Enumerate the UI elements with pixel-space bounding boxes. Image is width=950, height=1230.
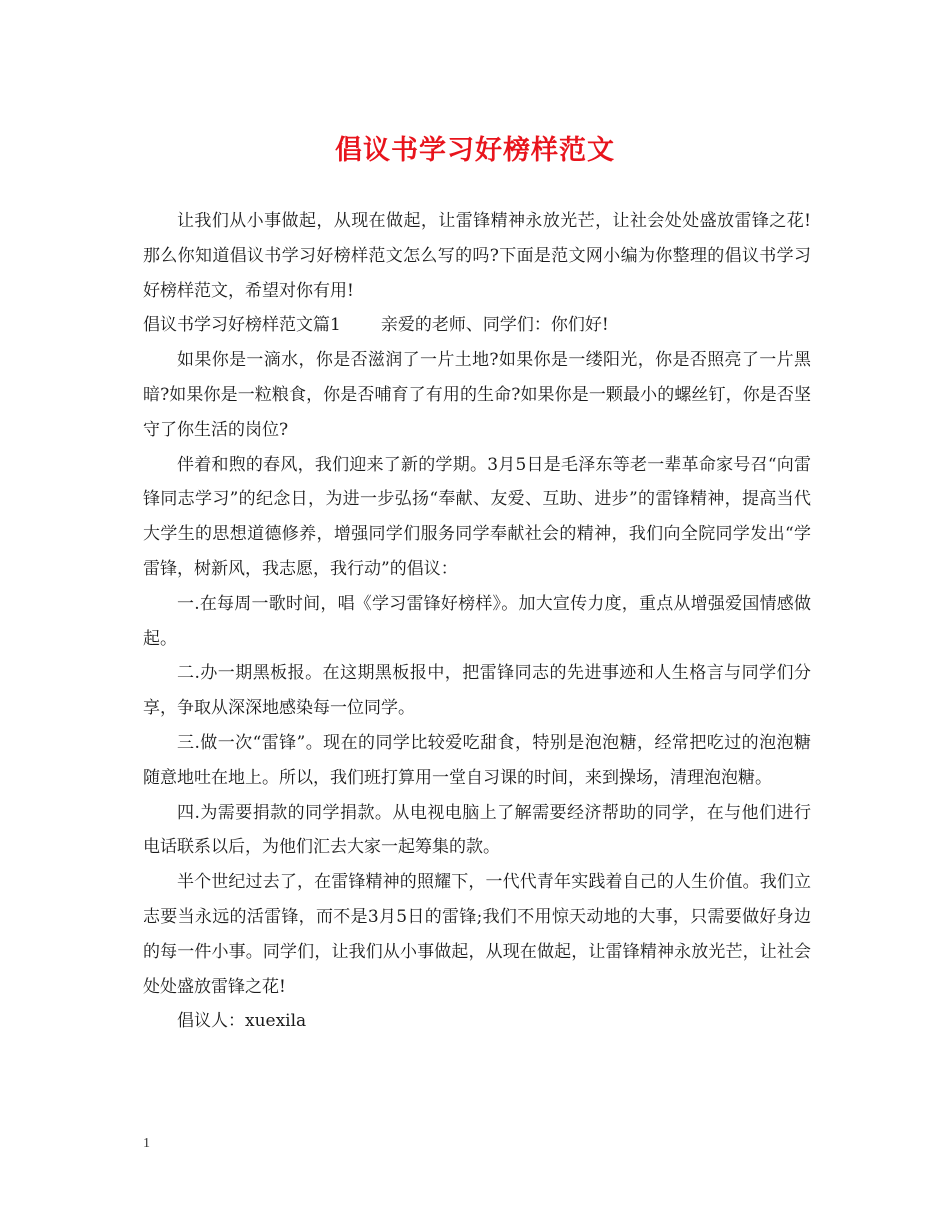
proposal-item-2: 二.办一期黑板报。在这期黑板报中，把雷锋同志的先进事迹和人生格言与同学们分享，争取从深深地感染每一位同学。: [143, 663, 811, 719]
section-heading: 倡议书学习好榜样范文篇1: [143, 315, 341, 336]
proposal-item-4: 四.为需要捐款的同学捐款。从电视电脑上了解需要经济帮助的同学，在与他们进行电话联系以后，为他们汇去大家一起筹集的款。: [143, 802, 811, 858]
body-paragraph-1: 如果你是一滴水，你是否滋润了一片土地?如果你是一缕阳光，你是否照亮了一片黑暗?如果你是一粒粮食，你是否哺育了有用的生命?如果你是一颗最小的螺丝钉，你是否坚守了你生活的岗位?: [143, 350, 811, 440]
signature: 倡议人：xuexila: [177, 1011, 307, 1032]
closing-paragraph: 半个世纪过去了，在雷锋精神的照耀下，一代代青年实践着自己的人生价值。我们立志要当永远的活雷锋，而不是3月5日的雷锋;我们不用惊天动地的大事，只需要做好身边的每一件小事。同学们，让我们从小事做起，从现在做起，让雷锋精神永放光芒，让社会处处盛放雷锋之花!: [143, 872, 811, 997]
proposal-item-3: 三.做一次“雷锋”。现在的同学比较爱吃甜食，特别是泡泡糖，经常把吃过的泡泡糖随意地吐在地上。所以，我们班打算用一堂自习课的时间，来到操场，清理泡泡糖。: [143, 732, 811, 788]
body-paragraph-2: 伴着和煦的春风，我们迎来了新的学期。3月5日是毛泽东等老一辈革命家号召“向雷锋同志学习”的纪念日，为进一步弘扬“奉献、友爱、互助、进步”的雷锋精神，提高当代大学生的思想道德修养，增强同学们服务同学奉献社会的精神，我们向全院同学发出“学雷锋，树新风，我志愿，我行动”的倡议：: [143, 454, 811, 579]
proposal-item-1: 一.在每周一歌时间，唱《学习雷锋好榜样》。加大宣传力度，重点从增强爱国情感做起。: [143, 593, 811, 649]
document-title: 倡议书学习好榜样范文: [335, 135, 615, 166]
intro-paragraph: 让我们从小事做起，从现在做起，让雷锋精神永放光芒，让社会处处盛放雷锋之花!那么你知道倡议书学习好榜样范文怎么写的吗?下面是范文网小编为你整理的倡议书学习好榜样范文，希望对你有用!: [143, 211, 811, 301]
document-body: [143, 204, 811, 1039]
salutation: 亲爱的老师、同学们：你们好!: [380, 315, 609, 336]
page-number: 1: [143, 1136, 150, 1151]
section-heading-line: [143, 308, 811, 343]
